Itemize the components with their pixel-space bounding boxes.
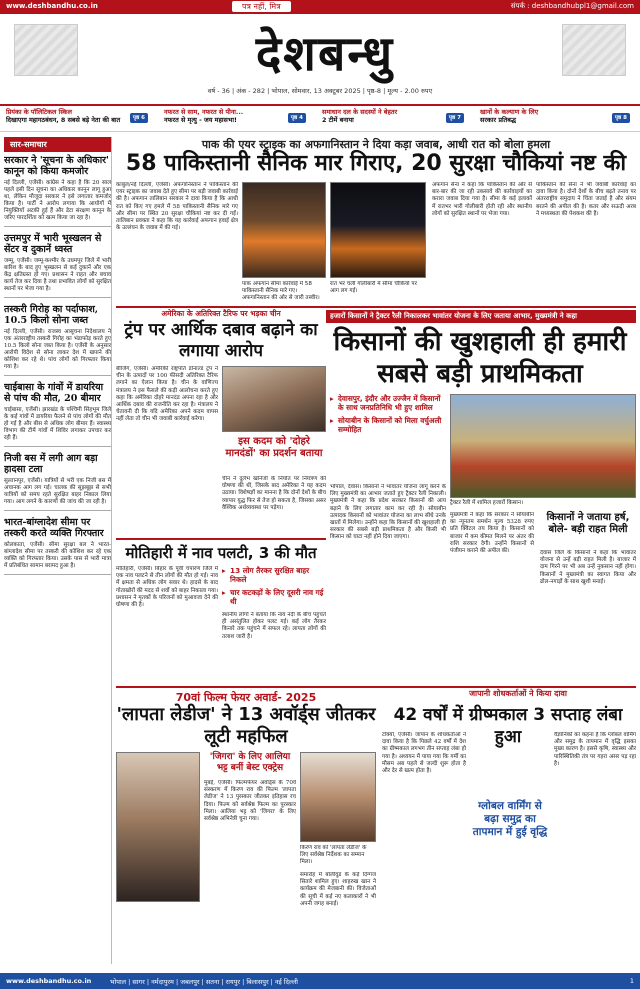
boat-body2: स्थानीय लोगों ने बताया कि नाव नदी के बीच पहुंचते ही असंतुलित होकर पलट गई। कई लोग तैरकर किनारे तक पहुंचने में सफल रहे। लापता लोगों की तलाश जारी है।: [222, 612, 326, 640]
newspaper-logo: देशबन्धु: [255, 26, 395, 82]
left-ad-box: [14, 24, 78, 76]
brief-title: भारत-बांग्लादेश सीमा पर तस्करी करते व्यक्ति गिरफ्तार: [4, 517, 104, 539]
brief-body: जम्मू, एजेंसी। जम्मू-कश्मीर के उधमपुर जिले में भारी बारिश के बाद हुए भूस्खलन से कई दुकानें और एक केंद्र क्षतिग्रस्त हो गए। प्रशासन ने राहत और बचाव कार्य तेज कर दिया है तथा प्रभावित लोगों को सुरक्षित स्थानों पर भेजा गया है।: [4, 258, 111, 292]
right-ad-box: [562, 24, 626, 76]
film-photo-left: [116, 752, 200, 902]
section-divider: [116, 306, 636, 308]
brief-item: [4, 453, 111, 511]
film-subhead: 'जिगरा' के लिए आलिया भट्ट बनीं बेस्ट एक्ट्रेस: [209, 752, 291, 773]
brief-item: [4, 233, 111, 298]
trump-photo: [222, 366, 326, 432]
lead-body-col4: पाकिस्तान की सेना ने भी जवाबी कार्रवाई का दावा किया है। दोनों देशों के बीच बढ़ते तनाव पर अंतरराष्ट्रीय समुदाय ने चिंता जताई है और संयम बरतने की अपील की है। कतर और सऊदी अरब ने मध्यस्थता की पेशकश की है।: [536, 182, 636, 217]
footer-bar: [0, 973, 640, 989]
brief-body: कोलकाता, एजेंसी। सीमा सुरक्षा बल ने भारत-बांग्लादेश सीमा पर तस्करी की कोशिश कर रहे एक व्यक्ति को गिरफ्तार किया। उसके पास से भारी मात्रा में प्रतिबंधित सामान बरामद हुआ है।: [4, 542, 111, 569]
japan-headline[interactable]: 42 वर्षों में ग्रीष्मकाल 3 सप्ताह लंबा हुआ: [393, 705, 623, 747]
brief-title: निजी बस में लगी आग बड़ा हादसा टला: [4, 453, 98, 475]
lead-headline[interactable]: 58 पाकिस्तानी सैनिक मार गिराए, 20 सुरक्षा चौकियां नष्ट की: [125, 151, 627, 176]
trump-headline[interactable]: ट्रंप पर आर्थिक दबाव बढ़ाने का लगाया आरोप: [124, 320, 318, 361]
farmers-side-body: देवास जिले के किसानों ने कहा कि भावांतर योजना से उन्हें बड़ी राहत मिली है। बाजार में दाम गिरने पर भी अब उन्हें नुकसान नहीं होगा। किसानों ने मुख्यमंत्री का स्वागत किया और ढोल-नगाड़ों के साथ खुशी मनाई।: [540, 550, 636, 585]
trump-body: बीजिंग, एजेंसी। अमेरिकी राष्ट्रपति डोनाल्ड ट्रंप ने चीन के उत्पादों पर 100 फीसदी अतिरिक्त टैरिफ लगाने का ऐलान किया है। चीन के वाणिज्य मंत्रालय ने इस फैसले की कड़ी आलोचना करते हुए कहा कि अमेरिका दोहरे मानदंड अपना रहा है और आर्थिक दबाव की राजनीति कर रहा है। मंत्रालय ने चेतावनी दी कि यदि अमेरिका अपने कदम वापस नहीं लेता तो चीन भी जवाबी कार्रवाई करेगा।: [116, 366, 218, 423]
brief-body: सुल्तानपुर, एजेंसी। यात्रियों से भरी एक निजी बस में अचानक आग लग गई। चालक की सूझबूझ से सभी यात्रियों को समय रहते सुरक्षित बाहर निकाल लिया गया। आग लगने के कारणों की जांच की जा रही है।: [4, 478, 111, 505]
brief-title: सरकार ने 'सूचना के अधिकार' कानून को किया कमजोर: [4, 155, 109, 177]
lead-body-col3: अफगान सेना ने कहा कि पाकिस्तान की ओर से बार-बार की जा रही उकसावे की कार्रवाइयों का करारा जवाब दिया गया है। सीमा के कई इलाकों में रातभर भारी गोलीबारी होती रही और स्थानीय लोगों को सुरक्षित स्थानों पर भेजा गया।: [432, 182, 532, 217]
footer-page-number: 1: [629, 977, 634, 985]
farmers-rally-photo: [450, 394, 636, 498]
sidebar-heading: सार-समाचार: [4, 137, 111, 152]
brief-item: [4, 382, 111, 447]
lead-kicker: पाक की एयर स्ट्राइक का अफगानिस्तान ने दिया कड़ा जवाब, आधी रात को बोला हमला: [201, 138, 551, 151]
bullet-item: ▸ देवासपुर, इंदौर और उज्जैन में किसानों के साथ जनप्रतिनिधि भी हुए शामिल: [330, 394, 448, 412]
farmers-body: भोपाल, देवास। किसानों ने भावांतर योजना लागू करने के लिए मुख्यमंत्री का आभार जताते हुए ट्रैक्टर रैली निकाली। मुख्यमंत्री ने कहा कि प्रदेश सरकार किसानों की आय बढ़ाने के लिए लगातार काम कर रही है। सोयाबीन उत्पादक किसानों को भावांतर योजना का लाभ सीधे उनके खातों में मिलेगा। उन्होंने कहा कि किसानों की खुशहाली ही सरकार की सबसे बड़ी प्राथमिकता है और किसी भी किसान को घाटा नहीं होने दिया जाएगा।: [330, 484, 446, 541]
teaser-item[interactable]: प्रियंका के पॉलिटिकल स्किल दिखाएगा महागठबंधन, 8 सबसे बड़े नेता की बात पृष्ठ 6: [6, 108, 148, 130]
japan-boxhead: ग्लोबल वार्मिंग से बढ़ा समुद्र का तापमान में हुई वृद्धि: [472, 800, 548, 838]
brief-title: चाईबासा के गांवों में डायरिया से पांच की मौत, 20 बीमार: [4, 382, 104, 404]
teaser-item[interactable]: खानों के कल्याण के लिए सरकार प्रतिबद्ध पृष्ठ 8: [480, 108, 630, 130]
brief-title: उत्तमपुर में भारी भूस्खलन से सेंटर व दुकानें ध्वस्त: [4, 233, 102, 255]
film-kicker: 70वां फिल्म फेयर अवार्ड- 2025: [175, 691, 317, 704]
contact-email[interactable]: संपर्क : deshbandhubpl1@gmail.com: [510, 2, 634, 10]
bullet-item: ▸ 13 लोग तैरकर सुरक्षित बाहर निकले: [222, 566, 326, 584]
farmers-bullets: [330, 394, 448, 438]
brief-body: नई दिल्ली, एजेंसी। राजस्व आसूचना निदेशालय ने एक अंतरराष्ट्रीय तस्करी गिरोह का भंडाफोड़ करते हुए 10.5 किलो सोना जब्त किया है। एजेंसी के अनुसार आरोपी विदेश से सोना लाकर देश में खपाने की कोशिश कर रहे थे। पांच लोगों को गिरफ्तार किया गया है।: [4, 329, 111, 370]
slogan: पत्र नहीं, मित्र: [232, 1, 291, 12]
website-link[interactable]: www.deshbandhu.co.in: [6, 2, 98, 10]
lead-body-col1: काबुल/नई दिल्ली, एजेंसी। अफगानिस्तान ने पाकिस्तान की एयर स्ट्राइक का जवाब देते हुए सीमा पर बड़ी जवाबी कार्रवाई की है। अफगान तालिबान सरकार ने दावा किया है कि आधी रात को किए गए हमले में 58 पाकिस्तानी सैनिक मारे गए और सीमा पर स्थित 20 सुरक्षा चौकियां नष्ट कर दी गईं। तालिबान प्रवक्ता ने कहा कि यह कार्रवाई अफगान हवाई क्षेत्र के उल्लंघन के जवाब में की गई।: [116, 182, 238, 232]
news-briefs-sidebar: [4, 137, 112, 964]
brief-item: [4, 155, 111, 227]
section-divider: [116, 538, 326, 540]
bullet-item: ▸ सोयाबीन के किसानों को मिला वर्चुअली सम्मोहित: [330, 416, 448, 434]
boat-body: मोतिहारी, एजेंसी। बिहार के पूर्वी चंपारण जिले में एक नाव पलटने से तीन लोगों की मौत हो गई। नाव में क्षमता से अधिक लोग सवार थे। हादसे के बाद गोताखोरों की मदद से शवों को बाहर निकाला गया। प्रशासन ने मृतकों के परिजनों को मुआवजा देने की घोषणा की है।: [116, 566, 218, 609]
brief-body: चाईबासा, एजेंसी। झारखंड के पश्चिमी सिंहभूम जिले के कई गांवों में डायरिया फैलने से पांच लोगों की मौत हो गई है और बीस से अधिक लोग बीमार हैं। स्वास्थ्य विभाग की टीमें गांवों में शिविर लगाकर उपचार कर रही हैं।: [4, 407, 111, 441]
japan-body2: वैज्ञानिकों का कहना है कि ग्लोबल वार्मिंग और समुद्र के तापमान में वृद्धि इसका मुख्य कारण है। इससे कृषि, स्वास्थ्य और पारिस्थितिकी तंत्र पर गहरा असर पड़ रहा है।: [554, 732, 636, 767]
brief-item: [4, 304, 111, 376]
trump-body2: चीन ने दुर्लभ खनिजों के निर्यात पर नियंत्रण की घोषणा की थी, जिसके बाद अमेरिका ने यह कदम उठाया। विशेषज्ञों का मानना है कि दोनों देशों के बीच व्यापार युद्ध फिर से तेज हो सकता है, जिसका असर वैश्विक अर्थव्यवस्था पर पड़ेगा।: [222, 476, 326, 511]
lead-photo-fire: [242, 182, 326, 278]
japan-kicker: जापानी शोधकर्ताओं ने किया दावा: [469, 689, 567, 698]
teaser-item[interactable]: नफरत से साम, नफरत से पीना... नफरत से मृत्यु - जय महासभा! पृष्ठ 4: [164, 108, 306, 130]
film-photo-right: [300, 752, 376, 842]
film-body2: समारोह में बॉलीवुड के कई दिग्गज सितारे शामिल हुए। शाहरुख खान ने कार्यक्रम की मेजबानी की। विजेताओं की सूची में कई नए कलाकारों ने भी अपनी जगह बनाई।: [300, 872, 376, 907]
top-bar: [0, 0, 640, 14]
masthead: [0, 14, 640, 94]
teaser-item[interactable]: समाधान दल के सदस्यों ने बेहतर 2 टीमें बनाया पृष्ठ 7: [322, 108, 464, 130]
footer-website[interactable]: www.deshbandhu.co.in: [6, 977, 92, 985]
footer-editions: भोपाल | सागर | नर्मदापुरम | जबलपुर | सतना | रायपुर | बिलासपुर | नई दिल्ली: [110, 978, 298, 986]
film-photo-caption: किरण राव को 'लापता लेडीज' के लिए सर्वश्रेष्ठ निर्देशक का सम्मान मिला।: [300, 845, 367, 865]
film-headline[interactable]: 'लापता लेडीज' ने 13 अवॉर्ड्स जीतकर लूटी महफिल: [116, 704, 376, 747]
lead-photo-caption: पाक अफगान सीमा कार्रवाई में 58 पाकिस्तानी सैनिक मारे गए। अफगानिस्तान की ओर से जारी तस्वीर।: [242, 281, 320, 301]
farmers-photo-caption: ट्रैक्टर रैली में शामिल हजारों किसान।: [450, 500, 524, 506]
trump-boxhead: इस कदम को 'दोहरे मानदंडों' का प्रदर्शन बताया: [225, 436, 323, 459]
brief-body: नई दिल्ली, एजेंसी। कांग्रेस ने कहा है कि 20 साल पहले इसी दिन सूचना का अधिकार कानून लागू हुआ था, लेकिन मौजूदा सरकार ने इसे लगातार कमजोर किया है। पार्टी ने आरोप लगाया कि आयोगों में नियुक्तियाँ अटकी हुई हैं और डेटा संरक्षण कानून के जरिए पारदर्शिता को खत्म किया जा रहा है।: [4, 180, 111, 221]
issue-meta: वर्ष - 36 | अंक - 282 | भोपाल, सोमवार, 13 अक्टूबर 2025 | पृष्ठ-8 | मूल्य - 2.00 रुपए: [207, 87, 433, 95]
brief-item: [4, 517, 111, 575]
farmers-kicker-bar: हजारों किसानों ने ट्रैक्टर रैली निकालकर भावांतर योजना के लिए जताया आभार, मुख्यमंत्री ने कहा: [326, 310, 636, 323]
farmers-body2: मुख्यमंत्री ने कहा कि सरकार ने सोयाबीन का न्यूनतम समर्थन मूल्य 5328 रुपए प्रति क्विंटल तय किया है। किसानों को बाजार में कम कीमत मिलने पर अंतर की राशि सरकार देगी। उन्होंने किसानों से पंजीयन कराने की अपील की।: [450, 512, 534, 555]
japan-body: टोक्यो, एजेंसी। जापान के शोधकर्ताओं ने दावा किया है कि पिछले 42 वर्षों में देश का ग्रीष्मकाल लगभग तीन सप्ताह लंबा हो गया है। अध्ययन में पाया गया कि गर्मी का मौसम अब पहले से जल्दी शुरू होता है और देर से खत्म होता है।: [382, 732, 466, 775]
boat-headline[interactable]: मोतिहारी में नाव पलटी, 3 की मौत: [125, 544, 317, 562]
teaser-bar: [0, 104, 640, 132]
lead-photo-caption: रात भर चली गोलीबारी में सीमा चौकियों पर आग लग गई।: [330, 281, 417, 294]
lead-photo-night: [330, 182, 426, 278]
trump-kicker: अमेरिका के अतिरिक्त टैरिफ पर भड़का चीन: [161, 309, 281, 318]
boat-bullets: [222, 566, 326, 610]
brief-title: तस्करी गिरोह का पर्दाफाश, 10.5 किलो सोना जब्त: [4, 304, 99, 326]
bullet-item: ▸ चार कटकड़ों के लिए दूसरी नाव गई थी: [222, 588, 326, 606]
film-body: मुंबई, एजेंसी। फिल्मफेयर अवॉर्ड्स के 70वें संस्करण में किरण राव की फिल्म 'लापता लेडीज' ने 13 पुरस्कार जीतकर इतिहास रच दिया। फिल्म को सर्वश्रेष्ठ फिल्म का पुरस्कार मिला। आलिया भट्ट को 'जिगरा' के लिए सर्वश्रेष्ठ अभिनेत्री चुना गया।: [204, 780, 296, 823]
farmers-side-headline: किसानों ने जताया हर्ष, बोले- बड़ी राहत मिली: [546, 512, 630, 535]
farmers-headline[interactable]: किसानों की खुशहाली ही हमारी सबसे बड़ी प्राथमिकता: [333, 327, 627, 389]
